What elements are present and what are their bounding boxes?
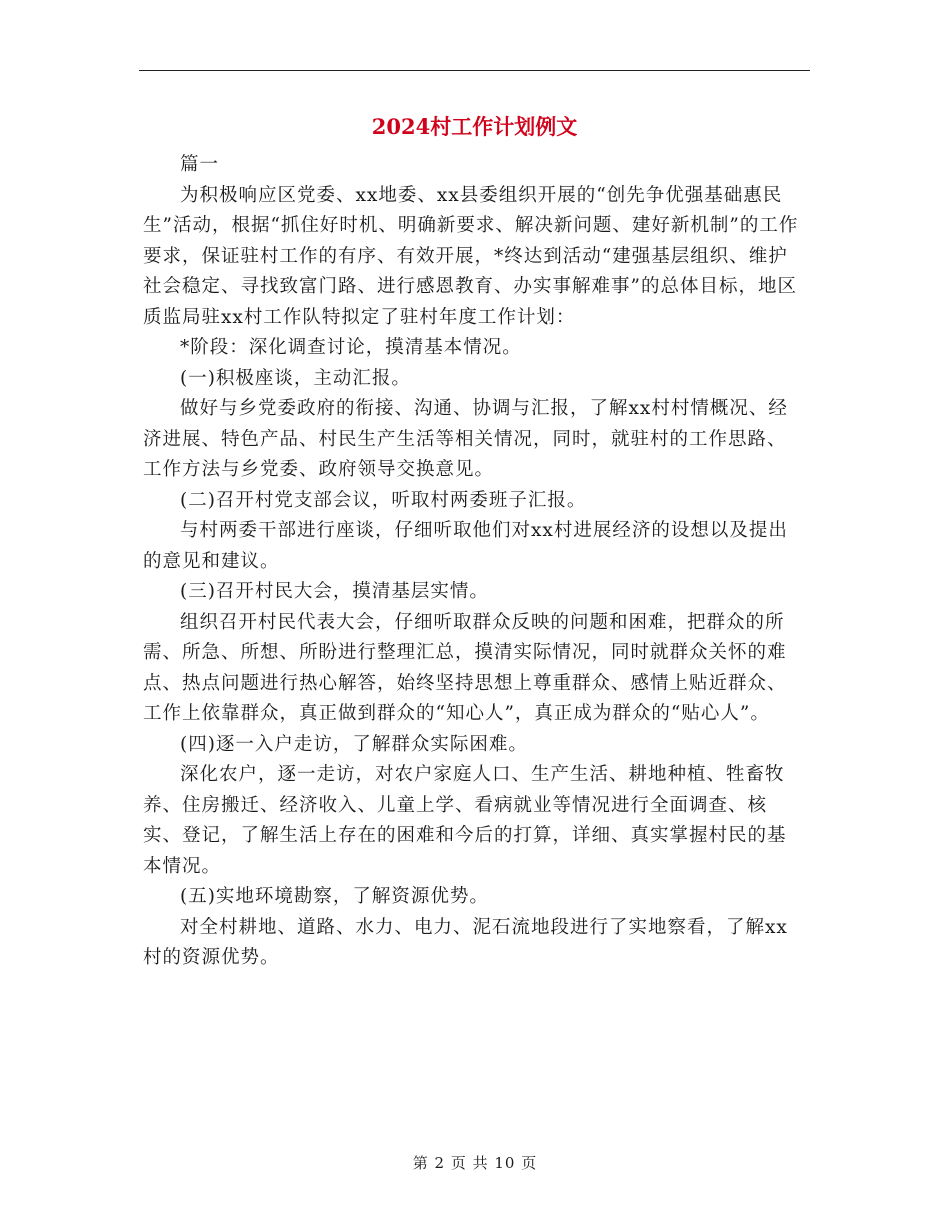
paragraph-heading: 篇一 bbox=[180, 154, 220, 175]
document-title: 2024村工作计划例文 bbox=[371, 114, 578, 139]
subsection-heading: (四)逐一入户走访，了解群众实际困难。 bbox=[180, 733, 528, 755]
header-rule bbox=[139, 70, 810, 71]
paragraph: 与村两委干部进行座谈，仔细听取他们对xx村进展经济的设想以及提出的意见和建议。 bbox=[143, 520, 788, 572]
subsection-heading: (二)召开村党支部会议，听取村两委班子汇报。 bbox=[180, 489, 587, 511]
paragraph: 对全村耕地、道路、水力、电力、泥石流地段进行了实地察看，了解xx村的资源优势。 bbox=[143, 916, 788, 968]
paragraph: 组织召开村民代表大会，仔细听取群众反映的问题和困难，把群众的所需、所急、所想、所盼进行整理汇总，摸清实际情况，同时就群众关怀的难点、热点问题进行热心解答，始终坚持思想上尊重群众、感情上贴近群众、工作上依靠群众，真正做到群众的“知心人”，真正成为群众的“贴心人”。 bbox=[143, 611, 787, 724]
document-body bbox=[143, 150, 803, 974]
section-heading: *阶段：深化调查讨论，摸清基本情况。 bbox=[180, 337, 522, 358]
subsection-heading: (三)召开村民大会，摸清基层实情。 bbox=[180, 581, 489, 602]
paragraph: 做好与乡党委政府的衔接、沟通、协调与汇报，了解xx村村情概况、经济进展、特色产品、村民生产生活等相关情况，同时，就驻村的工作思路、工作方法与乡党委、政府领导交换意见。 bbox=[143, 398, 788, 480]
paragraph: 为积极响应区党委、xx地委、xx县委组织开展的“创先争优强基础惠民生”活动，根据“抓住好时机、明确新要求、解决新问题、建好新机制”的工作要求，保证驻村工作的有序、有效开展，*终达到活动“建强基层组织、维护社会稳定、寻找致富门路、进行感恩教育、办实事解难事”的总体目标，地区质监局驻xx村工作队特拟定了驻村年度工作计划： bbox=[143, 184, 799, 328]
page-number: 第 2 页 共 10 页 bbox=[412, 1154, 538, 1172]
subsection-heading: (五)实地环境勘察，了解资源优势。 bbox=[180, 886, 489, 907]
paragraph: 深化农户，逐一走访，对农户家庭人口、生产生活、耕地种植、牲畜牧养、住房搬迁、经济收入、儿童上学、看病就业等情况进行全面调查、核实、登记，了解生活上存在的困难和今后的打算，详细、真实掌握村民的基本情况。 bbox=[143, 764, 787, 877]
subsection-heading: (一)积极座谈，主动汇报。 bbox=[180, 367, 411, 389]
